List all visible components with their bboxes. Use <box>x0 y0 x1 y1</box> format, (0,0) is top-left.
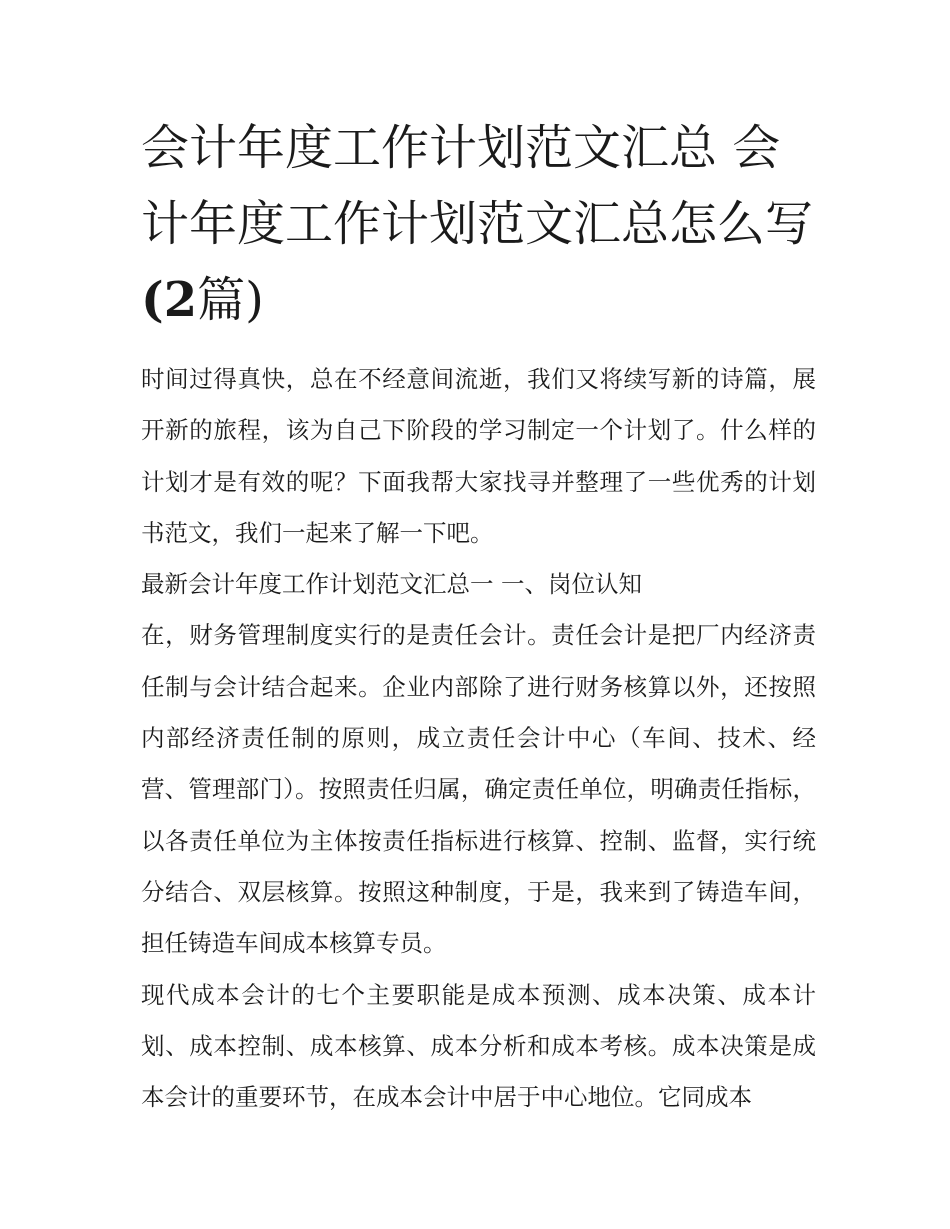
body-paragraph: 现代成本会计的七个主要职能是成本预测、成本决策、成本计划、成本控制、成本核算、成本分析和成本考核。成本决策是成本会计的重要环节，在成本会计中居于中心地位。它同成本 <box>141 980 816 1112</box>
body-paragraph: 在，财务管理制度实行的是责任会计。责任会计是把厂内经济责任制与会计结合起来。企业内部除了进行财务核算以外，还按照内部经济责任制的原则，成立责任会计中心（车间、技术、经营、管理部门）。按照责任归属，确定责任单位，明确责任指标，以各责任单位为主体按责任指标进行核算、控制、监督，实行统分结合、双层核算。按照这种制度，于是，我来到了铸造车间，担任铸造车间成本核算专员。 <box>141 621 816 958</box>
intro-paragraph: 时间过得真快，总在不经意间流逝，我们又将续写新的诗篇，展开新的旅程，该为自己下阶段的学习制定一个计划了。什么样的计划才是有效的呢？下面我帮大家找寻并整理了一些优秀的计划书范文，我们一起来了解一下吧。 <box>141 365 816 547</box>
section-heading-paragraph: 最新会计年度工作计划范文汇总一 一、岗位认知 <box>141 570 642 599</box>
document-title: 会计年度工作计划范文汇总 会计年度工作计划范文汇总怎么写(2篇) <box>141 120 814 328</box>
document-body <box>141 110 816 1123</box>
